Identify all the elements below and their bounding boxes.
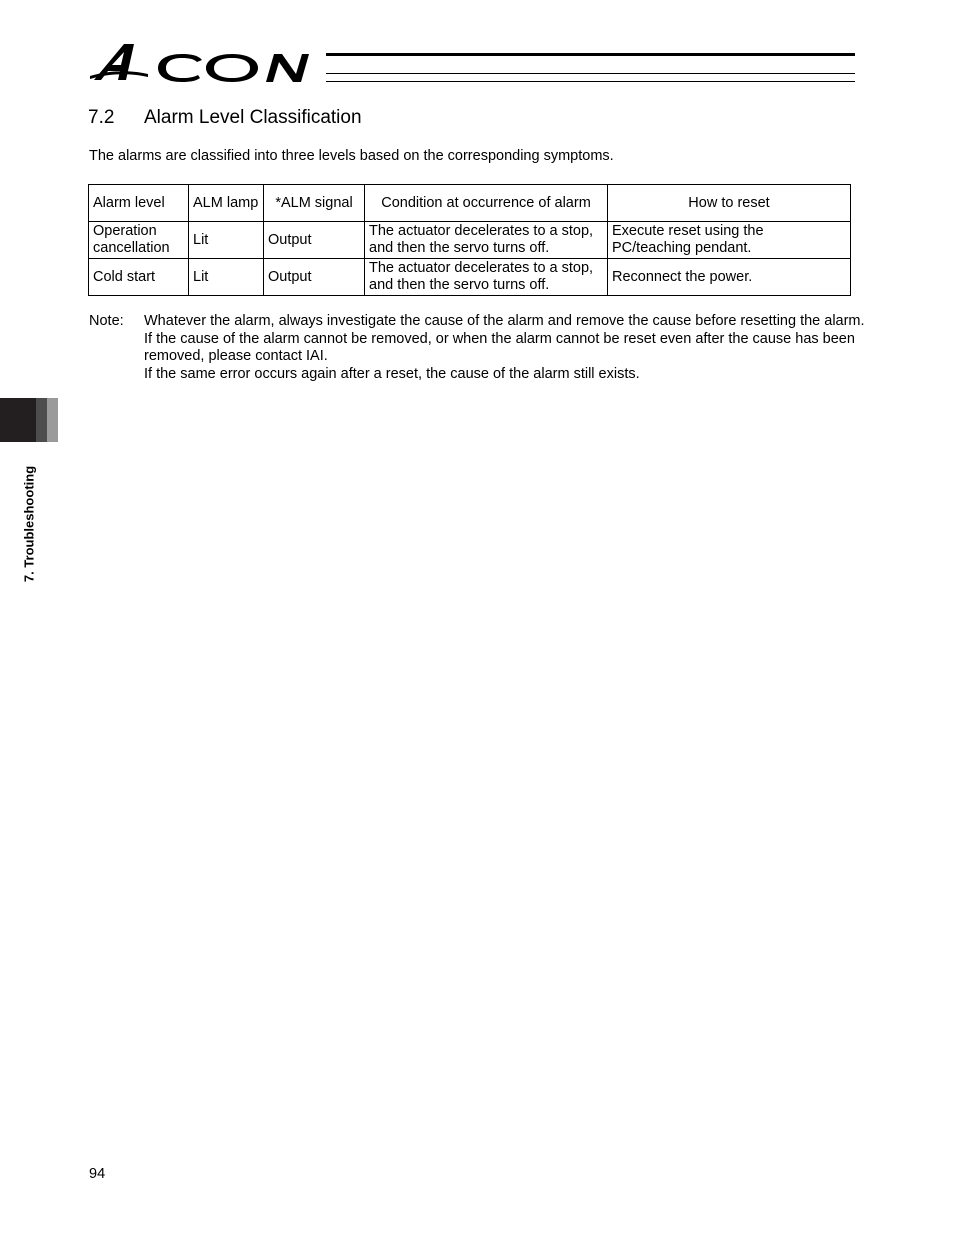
note-paragraph: If the same error occurs again after a reset, the cause of the alarm still exists. bbox=[144, 365, 640, 382]
table-cell: Output bbox=[264, 222, 365, 259]
table-cell: Reconnect the power. bbox=[608, 259, 851, 296]
section-title: Alarm Level Classification bbox=[144, 107, 362, 128]
header-cell: ALM lamp bbox=[189, 185, 264, 222]
table-cell: Execute reset using the PC/teaching pendant. bbox=[608, 222, 851, 259]
table-cell: The actuator decelerates to a stop, and then the servo turns off. bbox=[365, 259, 608, 296]
header-cell: Alarm level bbox=[89, 185, 189, 222]
table-row bbox=[89, 222, 851, 259]
table-cell: The actuator decelerates to a stop, and then the servo turns off. bbox=[365, 222, 608, 259]
table-cell: Cold start bbox=[89, 259, 189, 296]
table-header-row bbox=[89, 185, 851, 222]
table-cell: Output bbox=[264, 259, 365, 296]
header-cell: How to reset bbox=[608, 185, 851, 222]
table-cell: Lit bbox=[189, 222, 264, 259]
chapter-tab-dark bbox=[0, 398, 36, 442]
table-cell: Operation cancellation bbox=[89, 222, 189, 259]
acon-logo bbox=[90, 40, 330, 86]
note-body bbox=[144, 313, 874, 383]
section-number: 7.2 bbox=[88, 107, 115, 128]
header-cell: *ALM signal bbox=[264, 185, 365, 222]
alarm-level-table bbox=[88, 184, 851, 296]
header-cell: Condition at occurrence of alarm bbox=[365, 185, 608, 222]
header-rule-thin bbox=[326, 73, 855, 74]
header-rule-thin bbox=[326, 81, 855, 82]
header-rule-thick bbox=[326, 53, 855, 56]
chapter-side-label: 7. Troubleshooting bbox=[21, 465, 37, 583]
chapter-tab-mid bbox=[36, 398, 47, 442]
table-row bbox=[89, 259, 851, 296]
note-paragraph: Whatever the alarm, always investigate the cause of the alarm and remove the cause before resetting the alarm. If the cause of the alarm cannot be removed, or when the alarm cannot be reset even after the cause has been removed, please contact IAI. bbox=[144, 313, 865, 365]
section-heading bbox=[88, 107, 362, 129]
chapter-tab-light bbox=[47, 398, 58, 442]
page-number: 94 bbox=[89, 1166, 106, 1182]
intro-paragraph: The alarms are classified into three levels based on the corresponding symptoms. bbox=[89, 148, 614, 164]
table-cell: Lit bbox=[189, 259, 264, 296]
note-label: Note: bbox=[89, 313, 124, 329]
